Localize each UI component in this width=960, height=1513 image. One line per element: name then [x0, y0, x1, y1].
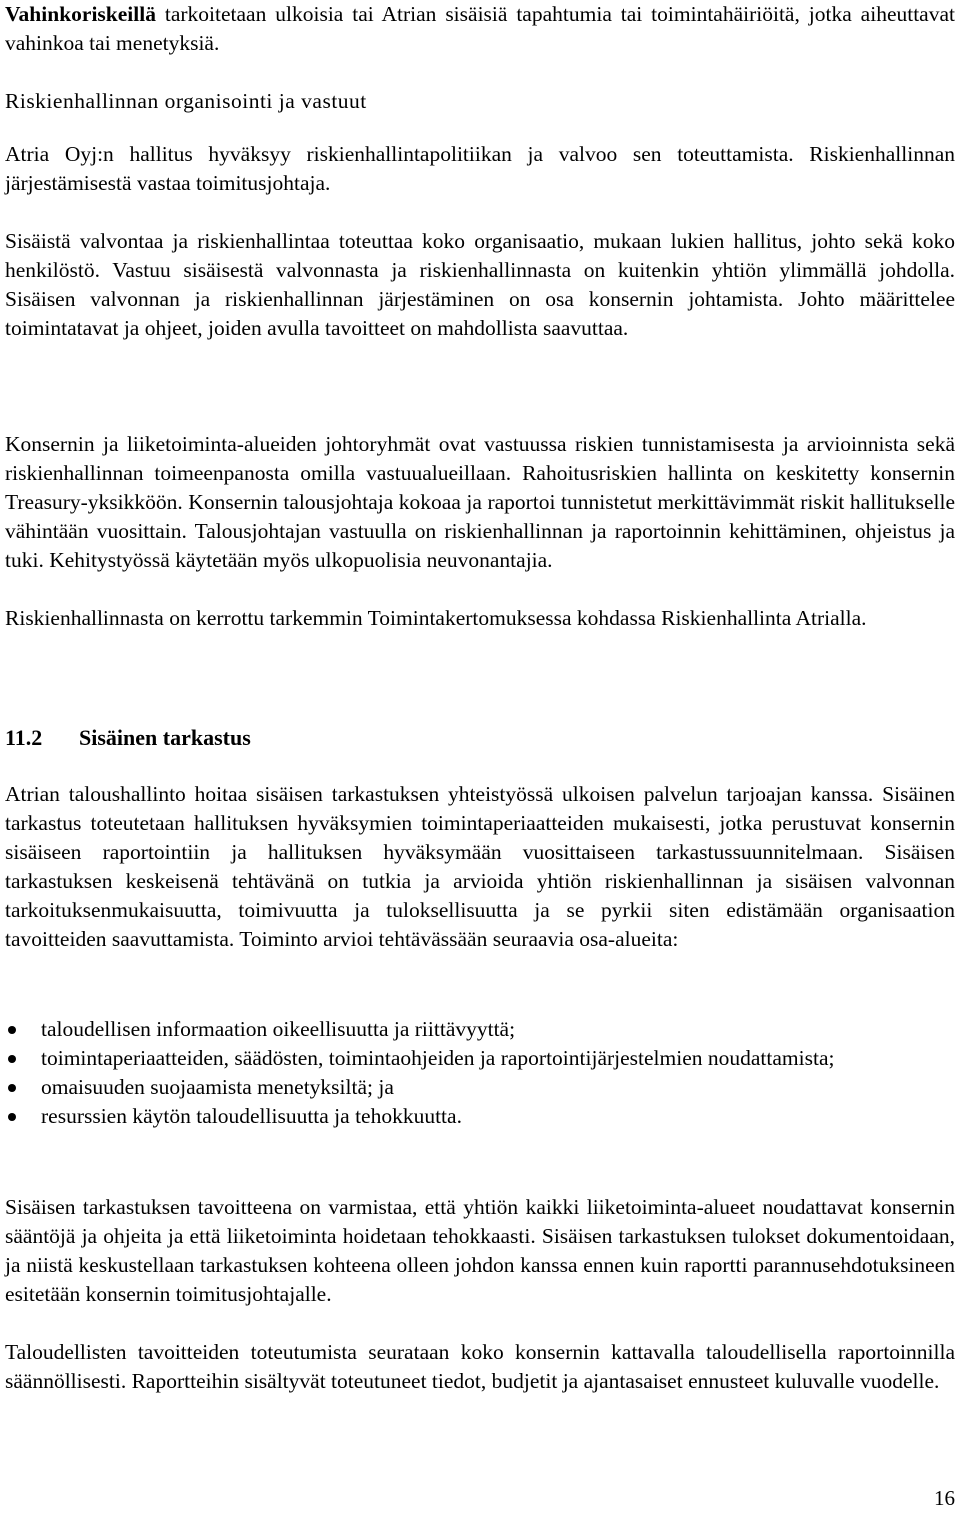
- paragraph-reference: Riskienhallinnasta on kerrottu tarkemmin Toimintakertomuksessa kohdassa Riskienhallinta Atrialla.: [5, 606, 867, 630]
- subheading-risk-organisation: Riskienhallinnan organisointi ja vastuut: [5, 89, 367, 113]
- section-title: Sisäinen tarkastus: [79, 725, 251, 750]
- intro-text: tarkoitetaan ulkoisia tai Atrian sisäisiä tapahtumia tai toimintahäiriöitä, jotka aiheuttavat vahinkoa tai menetyksiä.: [5, 2, 955, 55]
- bullet-icon: [8, 1026, 16, 1034]
- paragraph-internal-audit: Atrian taloushallinto hoitaa sisäisen tarkastuksen yhteistyössä ulkoisen palvelun tarjoajan kanssa. Sisäinen tarkastus toteutetaan hallituksen hyväksymien toimintaperiaatteiden mukaisesti, jotka perustuvat konsernin sisäiseen raportointiin ja hallituksen hyväksymään vuosittaiseen tarkastussuunnitelmaan. Sisäisen tarkastuksen keskeisenä tehtävänä on tutkia ja arvioida yhtiön riskienhallinnan ja sisäisen valvonnan tarkoituksenmukaisuutta, toimivuutta ja tuloksellisuutta ja se pyrkii siten edistämään organisaation tavoitteiden saavuttamista. Toiminto arvioi tehtävässään seuraavia osa-alueita:: [5, 782, 955, 951]
- paragraph-management-teams: Konsernin ja liiketoiminta-alueiden johtoryhmät ovat vastuussa riskien tunnistamisesta ja arvioinnista sekä riskienhallinnan toimeenpanosta omilla vastuualueillaan. Rahoitusriskien hallinta on keskitetty konsernin Treasury-yksikköön. Konsernin talousjohtaja kokoaa ja raportoi tunnistetut merkittävimmät riskit hallitukselle vähintään vuosittain. Talousjohtajan vastuulla on riskienhallinnan ja raportoinnin kehittäminen, ohjeistus ja tuki. Kehitystyössä käytetään myös ulkopuolisia neuvonantajia.: [5, 432, 955, 572]
- audit-areas-list: [5, 1015, 955, 1131]
- bullet-icon: [8, 1055, 16, 1063]
- list-item: omaisuuden suojaamista menetyksiltä; ja: [5, 1073, 955, 1102]
- section-number: 11.2: [5, 725, 43, 750]
- intro-lead-term: Vahinkoriskeillä: [5, 2, 156, 26]
- bullet-icon: [8, 1113, 16, 1121]
- bullet-icon: [8, 1084, 16, 1092]
- list-item: toimintaperiaatteiden, säädösten, toimintaohjeiden ja raportointijärjestelmien noudattamista;: [5, 1044, 955, 1073]
- paragraph-board: Atria Oyj:n hallitus hyväksyy riskienhallintapolitiikan ja valvoo sen toteuttamista. Riskienhallinnan järjestämisestä vastaa toimitusjohtaja.: [5, 142, 955, 195]
- intro-paragraph: [5, 0, 955, 58]
- list-item: resurssien käytön taloudellisuutta ja tehokkuutta.: [5, 1102, 955, 1131]
- list-item: taloudellisen informaation oikeellisuutta ja riittävyyttä;: [5, 1015, 955, 1044]
- paragraph-financial-reporting: Taloudellisten tavoitteiden toteutumista seurataan koko konsernin kattavalla taloudellisella raportoinnilla säännöllisesti. Raportteihin sisältyvät toteutuneet tiedot, budjetit ja ajantasaiset ennusteet kuluvalle vuodelle.: [5, 1340, 955, 1393]
- paragraph-audit-goal: Sisäisen tarkastuksen tavoitteena on varmistaa, että yhtiön kaikki liiketoiminta-alueet noudattavat konsernin sääntöjä ja ohjeita ja että liiketoiminta hoidetaan tehokkaasti. Sisäisen tarkastuksen tulokset dokumentoidaan, ja niistä keskustellaan tarkastuksen kohteena olleen johdon kanssa ennen kuin raportti parannusehdotuksineen esitetään konsernin toimitusjohtajalle.: [5, 1195, 955, 1306]
- page-number: 16: [934, 1486, 955, 1510]
- section-heading: [5, 723, 251, 752]
- paragraph-internal-control: Sisäistä valvontaa ja riskienhallintaa toteuttaa koko organisaatio, mukaan lukien hallitus, johto sekä koko henkilöstö. Vastuu sisäisestä valvonnasta ja riskienhallinnasta on kuitenkin yhtiön ylimmällä johdolla. Sisäisen valvonnan ja riskienhallinnan järjestäminen on osa konsernin johtamista. Johto määrittelee toimintatavat ja ohjeet, joiden avulla tavoitteet on mahdollista saavuttaa.: [5, 229, 955, 340]
